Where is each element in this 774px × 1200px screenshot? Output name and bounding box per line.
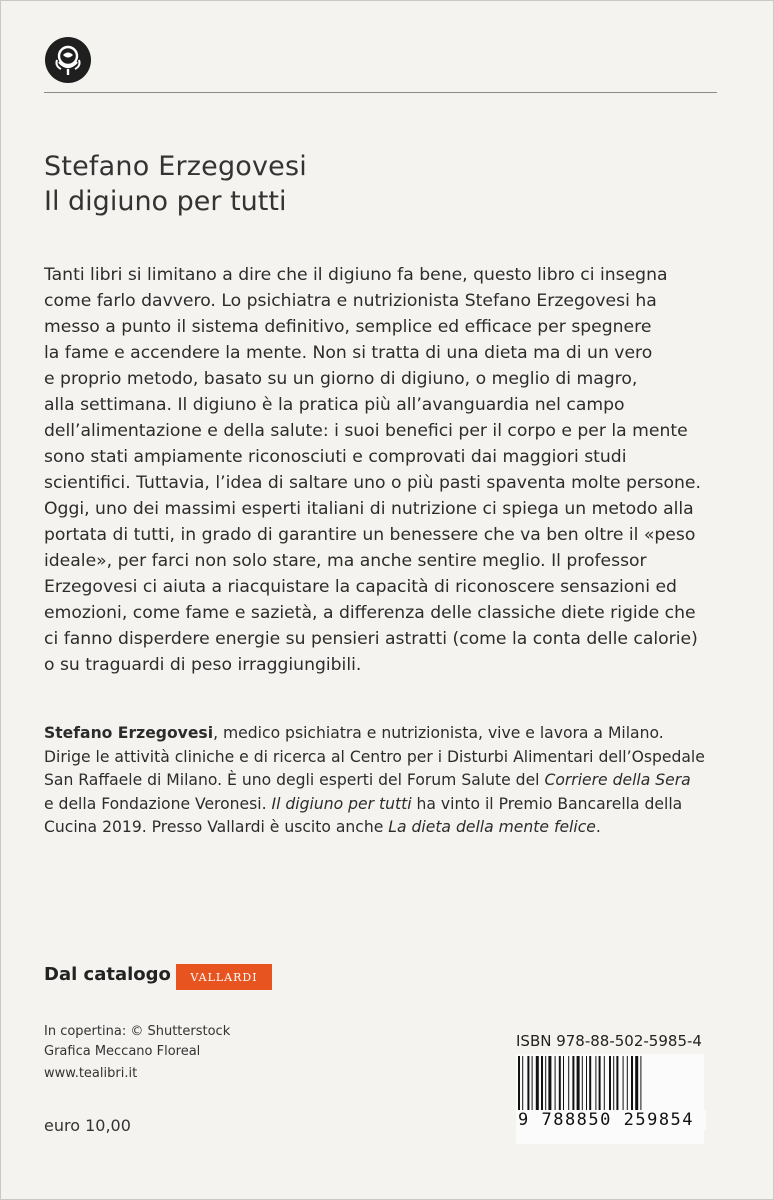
blurb-line: alla settimana. Il digiuno è la pratica più all’avanguardia nel campo — [44, 395, 625, 415]
blurb-line: ideale», per farci non solo stare, ma anche sentire meglio. Il professor — [44, 551, 647, 571]
price: euro 10,00 — [44, 1116, 131, 1135]
blurb-line: come farlo davvero. Lo psichiatra e nutrizionista Stefano Erzegovesi ha — [44, 291, 657, 311]
catalog-label: Dal catalogo — [44, 964, 171, 985]
credit-line: Grafica Meccano Floreal — [44, 1044, 201, 1059]
blurb-line: ci fanno disperdere energie su pensieri astratti (come la conta delle calorie) — [44, 629, 698, 649]
blurb-line: Tanti libri si limitano a dire che il digiuno fa bene, questo libro ci insegna — [44, 265, 668, 285]
bio-author-name: Stefano Erzegovesi — [44, 724, 214, 742]
bio-line: Dirige le attività cliniche e di ricerca al Centro per i Disturbi Alimentari dell’Ospedale — [44, 747, 705, 766]
bio-line: Stefano Erzegovesi, medico psichiatra e nutrizionista, vive e lavora a Milano. — [44, 724, 664, 742]
top-divider — [44, 92, 717, 93]
blurb-line: scientifici. Tuttavia, l’idea di saltare uno o più pasti spaventa molte persone. — [44, 473, 701, 493]
blurb-line: o su traguardi di peso irraggiungibili. — [44, 655, 362, 675]
blurb-line: portata di tutti, in grado di garantire un benessere che va ben oltre il «peso — [44, 525, 696, 545]
blurb-text — [44, 262, 724, 678]
bio-line: San Raffaele di Milano. È uno degli esperti del Forum Salute del Corriere della Sera — [44, 771, 691, 789]
isbn-label: ISBN 978-88-502-5985-4 — [516, 1032, 702, 1050]
blurb-line: Erzegovesi ci aiuta a riacquistare la capacità di riconoscere sensazioni ed — [44, 577, 677, 597]
cover-credits — [44, 1022, 230, 1062]
blurb-line: dell’alimentazione e della salute: i suoi benefici per il corpo e per la mente — [44, 421, 688, 441]
book-title: Il digiuno per tutti — [44, 186, 287, 217]
barcode-icon — [516, 1054, 704, 1144]
blurb-line: sono stati ampiamente riconosciuti e comprovati dai maggiori studi — [44, 447, 627, 467]
website-link: www.tealibri.it — [44, 1066, 138, 1081]
blurb-line: la fame e accendere la mente. Non si tratta di una dieta ma di un vero — [44, 343, 653, 363]
bio-line: Cucina 2019. Presso Vallardi è uscito anche La dieta della mente felice. — [44, 818, 601, 836]
barcode-digits: 9 788850 259854 — [516, 1110, 706, 1130]
blurb-line: e proprio metodo, basato su un giorno di digiuno, o meglio di magro, — [44, 369, 638, 389]
blurb-line: messo a punto il sistema definitivo, semplice ed efficace per spegnere — [44, 317, 652, 337]
blurb-line: Oggi, uno dei massimi esperti italiani di nutrizione ci spiega un metodo alla — [44, 499, 694, 519]
credit-line: In copertina: © Shutterstock — [44, 1024, 231, 1039]
rose-logo-icon — [44, 36, 92, 84]
bio-line: e della Fondazione Veronesi. Il digiuno per tutti ha vinto il Premio Bancarella della — [44, 794, 683, 813]
publisher-logo: VALLARDI — [176, 964, 272, 990]
blurb-line: emozioni, come fame e sazietà, a differenza delle classiche diete rigide che — [44, 603, 696, 623]
author-bio — [44, 722, 734, 840]
author-name: Stefano Erzegovesi — [44, 151, 307, 182]
